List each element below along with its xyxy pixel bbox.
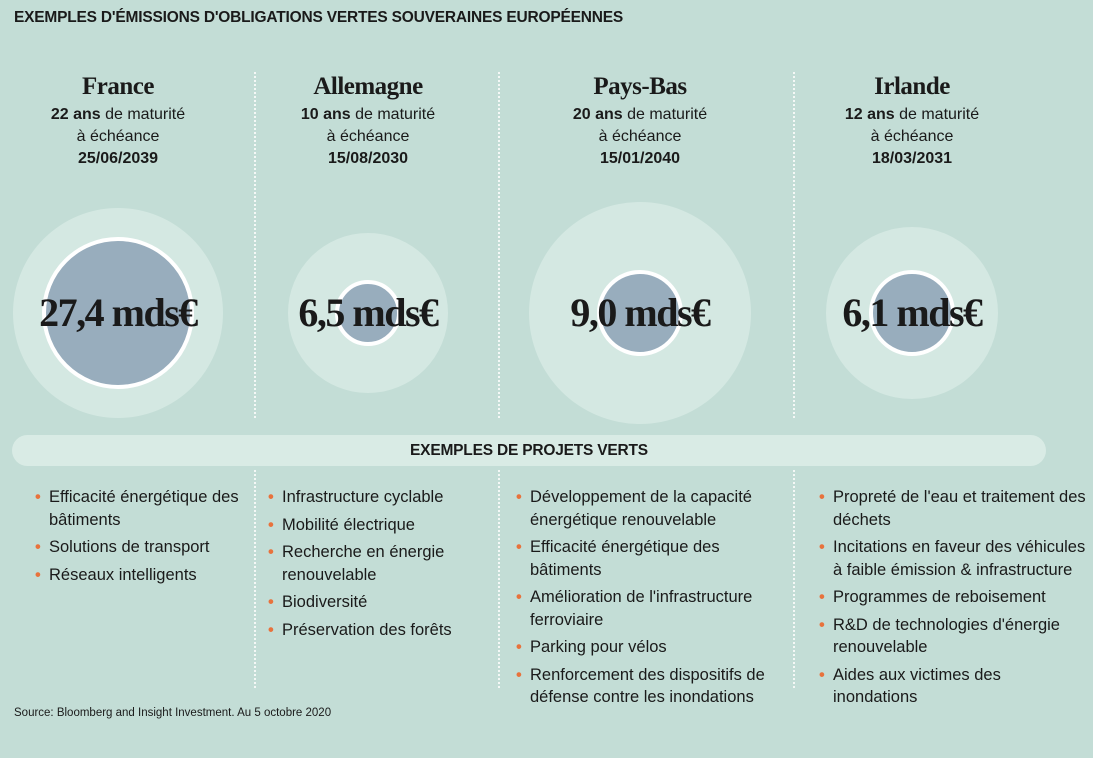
country-header [238, 70, 498, 170]
project-item: • Renforcement des dispositifs de défense contre les inondations [516, 664, 776, 709]
page-title: EXEMPLES D'ÉMISSIONS D'OBLIGATIONS VERTES SOUVERAINES EUROPÉENNES [14, 9, 624, 26]
maturity-line-2: à échéance [870, 128, 954, 145]
project-item: • Propreté de l'eau et traitement des déchets [819, 486, 1089, 531]
maturity-years: 22 ans [50, 106, 101, 123]
country-name: Allemagne [313, 73, 423, 100]
country-name: Irlande [874, 73, 950, 100]
maturity-date: 25/06/2039 [77, 150, 159, 167]
project-item: • Amélioration de l'infrastructure ferroviaire [516, 586, 776, 631]
maturity-line-2: à échéance [598, 128, 682, 145]
maturity-suffix: de maturité [899, 106, 980, 123]
maturity-line [238, 104, 498, 126]
project-item: • Aides aux victimes des inondations [819, 664, 1089, 709]
amount-label: 6,1 mds€ [842, 290, 982, 335]
amount-label: 27,4 mds€ [39, 290, 197, 335]
project-item: • Préservation des forêts [268, 619, 493, 642]
project-list [819, 486, 1089, 714]
project-item: • Solutions de transport [35, 536, 250, 559]
country-name: France [82, 73, 154, 100]
maturity-suffix: de maturité [627, 106, 708, 123]
maturity-line-2: à échéance [76, 128, 160, 145]
maturity-line-2: à échéance [326, 128, 410, 145]
column-divider-bottom [254, 470, 256, 688]
projects-banner: EXEMPLES DE PROJETS VERTS [12, 435, 1046, 466]
project-item: • Parking pour vélos [516, 636, 776, 659]
maturity-years: 12 ans [844, 106, 895, 123]
project-item: • Développement de la capacité énergétique renouvelable [516, 486, 776, 531]
maturity-date: 18/03/2031 [871, 150, 953, 167]
maturity-suffix: de maturité [355, 106, 436, 123]
amount-label: 6,5 mds€ [298, 290, 438, 335]
country-name: Pays-Bas [593, 73, 687, 100]
project-item: • Biodiversité [268, 591, 493, 614]
project-list [268, 486, 493, 646]
maturity-line [782, 104, 1042, 126]
project-item: • Mobilité électrique [268, 514, 493, 537]
maturity-years: 10 ans [300, 106, 351, 123]
project-item: • Incitations en faveur des véhicules à faible émission & infrastructure [819, 536, 1089, 581]
project-item: • Recherche en énergie renouvelable [268, 541, 493, 586]
project-item: • Efficacité énergétique des bâtiments [516, 536, 776, 581]
maturity-suffix: de maturité [105, 106, 186, 123]
project-list [516, 486, 776, 714]
project-item: • Infrastructure cyclable [268, 486, 493, 509]
source-note: Source: Bloomberg and Insight Investment. Au 5 octobre 2020 [14, 707, 332, 719]
column-divider-bottom [793, 470, 795, 688]
maturity-years: 20 ans [572, 106, 623, 123]
country-header [782, 70, 1042, 170]
country-header [510, 70, 770, 170]
maturity-line [0, 104, 248, 126]
project-item: • Réseaux intelligents [35, 564, 250, 587]
country-header [0, 70, 248, 170]
project-list [35, 486, 250, 591]
column-divider-bottom [498, 470, 500, 688]
maturity-date: 15/01/2040 [599, 150, 681, 167]
maturity-date: 15/08/2030 [327, 150, 409, 167]
project-item: • Efficacité énergétique des bâtiments [35, 486, 250, 531]
column-divider-top [498, 72, 500, 418]
project-item: • Programmes de reboisement [819, 586, 1089, 609]
maturity-line [510, 104, 770, 126]
project-item: • R&D de technologies d'énergie renouvelable [819, 614, 1089, 659]
amount-label: 9,0 mds€ [570, 290, 710, 335]
